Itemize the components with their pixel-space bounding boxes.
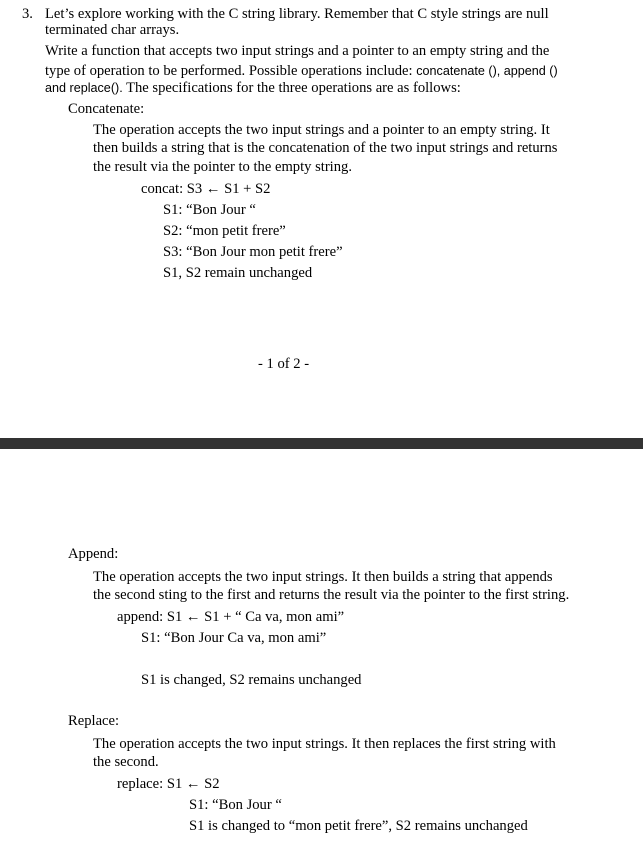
replace-heading: Replace: <box>68 713 120 729</box>
append-formula: append: S1 ← S1 + “ Ca va, mon ami” <box>117 609 345 625</box>
concat-heading: Concatenate: <box>68 101 145 117</box>
replace-note: S1 is changed to “mon petit frere”, S2 remains unchanged <box>189 818 528 834</box>
task-line-3 <box>45 79 461 97</box>
concat-s3: S3: “Bon Jour mon petit frere” <box>163 244 343 260</box>
replace-s1: S1: “Bon Jour “ <box>189 797 282 813</box>
replace-desc-1: The operation accepts the two input strings. It then replaces the first string with <box>93 736 556 752</box>
concat-formula: concat: S3 ← S1 + S2 <box>141 181 271 197</box>
replace-op-name: and replace(). <box>45 81 123 95</box>
append-s1: S1: “Bon Jour Ca va, mon ami” <box>141 630 327 646</box>
concat-s2: S2: “mon petit frere” <box>163 223 286 239</box>
concat-desc-2: then builds a string that is the concatenation of the two input strings and returns <box>93 140 558 156</box>
page-number: - 1 of 2 - <box>258 356 310 372</box>
intro-line-2: terminated char arrays. <box>45 22 180 38</box>
task-line-2 <box>45 62 558 80</box>
append-note: S1 is changed, S2 remains unchanged <box>141 672 362 688</box>
append-desc-1: The operation accepts the two input strings. It then builds a string that appends <box>93 569 553 585</box>
replace-formula: replace: S1 ← S2 <box>117 776 220 792</box>
concat-note: S1, S2 remain unchanged <box>163 265 313 281</box>
task-line-1: Write a function that accepts two input strings and a pointer to an empty string and the <box>45 43 550 59</box>
operations-list: concatenate (), append () <box>416 64 558 78</box>
concat-desc-3: the result via the pointer to the empty string. <box>93 159 352 175</box>
replace-desc-2: the second. <box>93 754 159 770</box>
page-divider <box>0 438 643 449</box>
concat-s1: S1: “Bon Jour “ <box>163 202 256 218</box>
concat-desc-1: The operation accepts the two input strings and a pointer to an empty string. It <box>93 122 550 138</box>
question-number: 3. <box>22 6 33 22</box>
task-line-2-text: type of operation to be performed. Possible operations include: <box>45 63 417 79</box>
task-line-3-text: The specifications for the three operations are as follows: <box>122 80 461 96</box>
append-heading: Append: <box>68 546 119 562</box>
intro-line-1: Let’s explore working with the C string library. Remember that C style strings are null <box>45 6 549 22</box>
append-desc-2: the second sting to the first and returns the result via the pointer to the first string. <box>93 587 570 603</box>
